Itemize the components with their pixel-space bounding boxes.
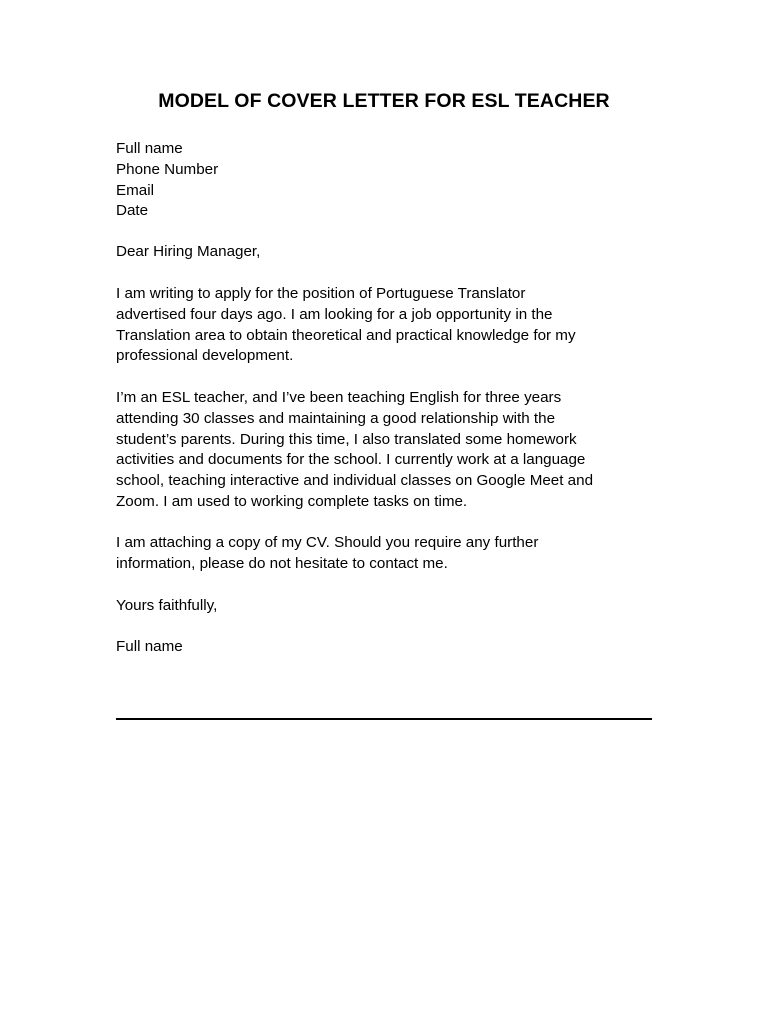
document-title: MODEL OF COVER LETTER FOR ESL TEACHER [158,90,610,112]
letter-date: Date [116,202,149,220]
paragraph-intro [116,284,656,367]
paragraph-line: I am attaching a copy of my CV. Should you require any further [116,534,539,551]
sender-details [116,139,656,222]
sender-email: Email [116,181,154,199]
paragraph-line: school, teaching interactive and individual classes on Google Meet and [116,472,594,490]
signature-line [116,718,652,720]
paragraph-attachment [116,533,656,575]
paragraph-line: professional development. [116,347,294,365]
sender-full-name: Full name [116,140,183,157]
paragraph-line: Translation area to obtain theoretical and practical knowledge for my [116,326,576,344]
salutation: Dear Hiring Manager, [116,243,261,260]
paragraph-experience [116,388,656,513]
paragraph-line: student’s parents. During this time, I also translated some homework [116,430,577,448]
paragraph-line: activities and documents for the school. I currently work at a language [116,451,586,469]
signature-name: Full name [116,638,183,655]
sender-phone-number: Phone Number [116,160,219,178]
closing: Yours faithfully, [116,597,218,614]
paragraph-line: Zoom. I am used to working complete tasks on time. [116,492,468,510]
paragraph-line: I am writing to apply for the position of Portuguese Translator [116,285,526,302]
paragraph-line: advertised four days ago. I am looking for a job opportunity in the [116,305,553,323]
paragraph-line: I’m an ESL teacher, and I’ve been teaching English for three years [116,389,562,406]
paragraph-line: information, please do not hesitate to contact me. [116,554,448,572]
paragraph-line: attending 30 classes and maintaining a good relationship with the [116,409,556,427]
